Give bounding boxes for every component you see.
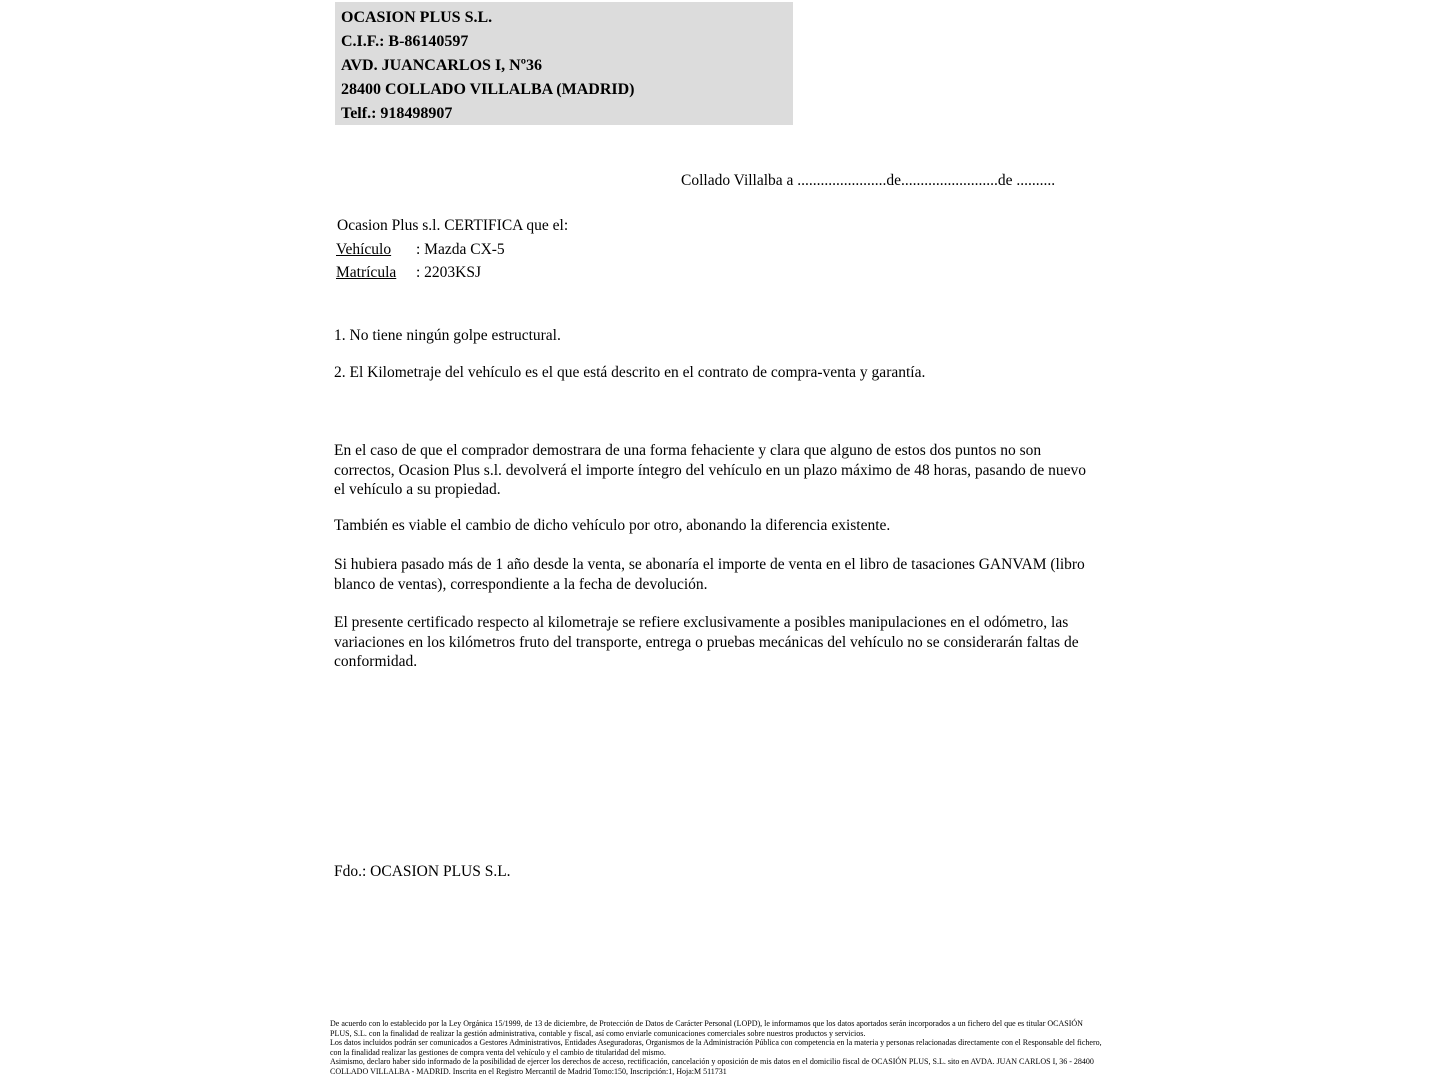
certificate-point-1: 1. No tiene ningún golpe estructural. (334, 327, 561, 344)
legal-footer-paragraph-data-sharing: Los datos incluidos podrán ser comunicados a Gestores Administrativos, Entidades Aseguradoras, Organismos de la Administración Pública con competencia en la materia y personas relacionadas directamente con el Responsable del fichero, con la finalidad realizar las gestiones de compra venta del vehículo y el cambio de titularidad del mismo. (330, 1038, 1102, 1057)
paragraph-exchange-option: También es viable el cambio de dicho vehículo por otro, abonando la diferencia existente. (334, 517, 891, 534)
vehicle-label: Vehículo (336, 241, 392, 258)
company-address: AVD. JUANCARLOS I, Nº36 (341, 57, 543, 74)
plate-line (336, 264, 481, 282)
certify-intro: Ocasion Plus s.l. CERTIFICA que el: (337, 217, 569, 234)
certificate-point-2: 2. El Kilometraje del vehículo es el que está descrito en el contrato de compra-venta y garantía. (334, 364, 926, 381)
vehicle-line (336, 241, 505, 259)
legal-footer (330, 1019, 1102, 1077)
paragraph-refund-terms: En el caso de que el comprador demostrara de una forma fehaciente y clara que alguno de estos dos puntos no son correctos, Ocasion Plus s.l. devolverá el importe íntegro del vehículo en un plazo máximo de 48 horas, pasando de nuevo el vehículo a su propiedad. (334, 442, 1086, 499)
company-header-box (335, 2, 793, 125)
date-line: Collado Villalba a .......................de.........................de .......... (681, 172, 1056, 189)
legal-footer-paragraph-rights: Asimismo, declaro haber sido informado de la posibilidad de ejercer los derechos de acceso, rectificación, cancelación y oposición de mis datos en el domicilio fiscal de OCASIÓN PLUS, S.L. sito en AVDA. JUAN CARLOS I, 36 - 28400 COLLADO VILLALBA - MADRID. Inscrita en el Registro Mercantil de Madrid Tomo:150, Inscripción:1, Hoja:M 511731 (330, 1057, 1094, 1076)
paragraph-odometer-disclaimer: El presente certificado respecto al kilometraje se refiere exclusivamente a posibles manipulaciones en el odómetro, las variaciones en los kilómetros fruto del transporte, entrega o pruebas mecánicas del vehículo no se considerarán faltas de conformidad. (334, 614, 1079, 671)
paragraph-ganvam-valuation: Si hubiera pasado más de 1 año desde la venta, se abonaría el importe de venta en el libro de tasaciones GANVAM (libro blanco de ventas), correspondiente a la fecha de devolución. (334, 556, 1085, 593)
company-name: OCASION PLUS S.L. (341, 9, 493, 26)
legal-footer-paragraph-lopd: De acuerdo con lo establecido por la Ley Orgánica 15/1999, de 13 de diciembre, de Protección de Datos de Carácter Personal (LOPD), le informamos que los datos aportados serán incorporados a un fichero del que es titular OCASIÓN PLUS, S.L. con la finalidad de realizar la gestión administrativa, contable y fiscal, así como enviarle comunicaciones comerciales sobre nuestros productos y servicios. (330, 1019, 1083, 1038)
plate-value: : 2203KSJ (416, 264, 482, 281)
signature-line: Fdo.: OCASION PLUS S.L. (334, 863, 511, 880)
plate-label: Matrícula (336, 264, 397, 281)
company-cif: C.I.F.: B-86140597 (341, 33, 469, 50)
company-city: 28400 COLLADO VILLALBA (MADRID) (341, 81, 635, 98)
company-phone: Telf.: 918498907 (341, 105, 453, 122)
vehicle-value: : Mazda CX-5 (416, 241, 505, 258)
